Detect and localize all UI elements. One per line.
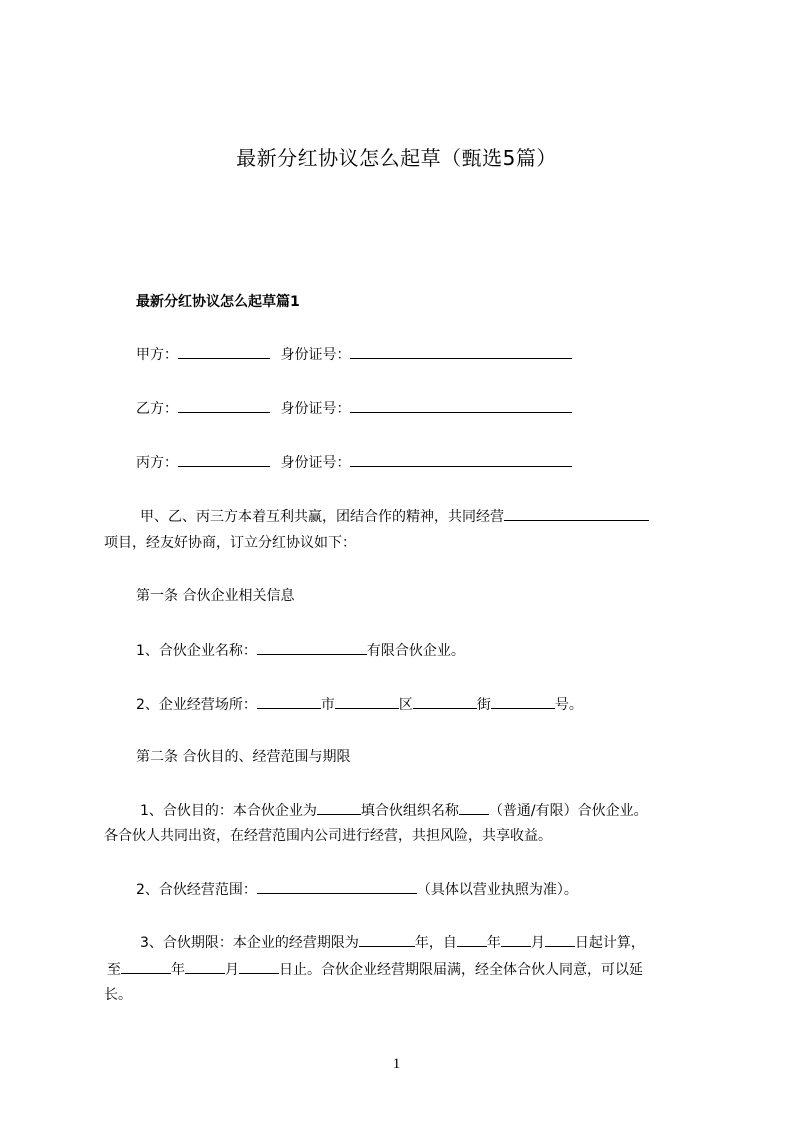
- intro-line-2: 项目，经友好协商，订立分红协议如下：: [104, 535, 356, 551]
- article-2-item-3: [140, 932, 645, 953]
- end-prefix: 至: [107, 962, 121, 978]
- end-text: 日止。合伙企业经营期限届满，经全体合伙人同意，可以延: [279, 962, 643, 978]
- scope-label: 2、合伙经营范围：: [136, 882, 257, 898]
- party-c-id-field: [350, 452, 572, 467]
- party-a-id-field: [350, 344, 572, 359]
- article-2-item-3-line-3: 长。: [104, 987, 132, 1003]
- term-years-field: [359, 932, 415, 947]
- end-year-label: 年: [171, 962, 185, 978]
- end-day-field: [239, 959, 279, 974]
- scope-field: [257, 879, 417, 894]
- purpose-text-a: 1、合伙目的：本合伙企业为: [140, 803, 317, 819]
- party-c-label: 丙方：: [136, 455, 178, 471]
- city-field: [257, 694, 321, 709]
- article-1-item-1: [136, 640, 465, 661]
- party-b-id-label: 身份证号：: [280, 401, 351, 417]
- start-month-label: 月: [530, 935, 545, 951]
- article-1-item-2: [136, 694, 583, 715]
- party-a-name-field: [178, 344, 270, 359]
- company-name-suffix: 有限合伙企业。: [366, 643, 465, 659]
- start-year-field: [457, 932, 487, 947]
- party-b-line: [136, 398, 572, 419]
- org-type-field: [317, 800, 361, 815]
- end-year-field: [121, 959, 171, 974]
- party-c-id-label: 身份证号：: [280, 455, 351, 471]
- start-day-field: [545, 932, 575, 947]
- company-name-field: [257, 640, 367, 655]
- end-month-label: 月: [225, 962, 239, 978]
- article-2-heading: 第二条 合伙目的、经营范围与期限: [136, 749, 351, 765]
- term-text-a: 3、合伙期限：本企业的经营期限为: [140, 935, 359, 951]
- party-b-id-field: [350, 398, 572, 413]
- street-label: 街: [476, 697, 491, 713]
- party-b-label: 乙方：: [136, 401, 178, 417]
- party-c-name-field: [178, 452, 270, 467]
- intro-text-1: 甲、乙、丙三方本着互利共赢，团结合作的精神，共同经营: [140, 509, 504, 525]
- article-2-item-1: [140, 800, 648, 821]
- number-field: [491, 694, 555, 709]
- term-year-label: 年，自: [414, 935, 457, 951]
- intro-line-1: [140, 506, 649, 527]
- party-a-id-label: 身份证号：: [280, 347, 351, 363]
- purpose-text-b: 填合伙组织名称: [360, 803, 459, 819]
- scope-suffix: （具体以营业执照为准）。: [416, 882, 578, 898]
- general-limited-field: [459, 800, 489, 815]
- document-title: 最新分红协议怎么起草（甄选5篇）: [236, 146, 557, 170]
- district-field: [335, 694, 399, 709]
- address-label: 2、企业经营场所：: [136, 697, 257, 713]
- section-heading: 最新分红协议怎么起草篇1: [136, 294, 300, 310]
- start-month-field: [501, 932, 531, 947]
- article-1-heading: 第一条 合伙企业相关信息: [136, 588, 295, 604]
- party-a-label: 甲方：: [136, 347, 178, 363]
- purpose-text-c: （普通/有限）合伙企业。: [488, 803, 648, 819]
- number-label: 号。: [554, 697, 583, 713]
- page-number: 1: [392, 1056, 401, 1072]
- article-2-item-1-line-2: 各合伙人共同出资，在经营范围内公司进行经营，共担风险，共享收益。: [104, 828, 552, 844]
- company-name-label: 1、合伙企业名称：: [136, 643, 257, 659]
- party-c-line: [136, 452, 572, 473]
- street-field: [413, 694, 477, 709]
- start-day-label: 日起计算，: [574, 935, 645, 951]
- start-year-label: 年: [486, 935, 501, 951]
- city-label: 市: [320, 697, 335, 713]
- party-b-name-field: [178, 398, 270, 413]
- district-label: 区: [398, 697, 413, 713]
- article-2-item-2: [136, 879, 578, 900]
- article-2-item-3-line-2: [107, 959, 643, 980]
- project-name-field: [504, 506, 649, 521]
- party-a-line: [136, 344, 572, 365]
- end-month-field: [185, 959, 225, 974]
